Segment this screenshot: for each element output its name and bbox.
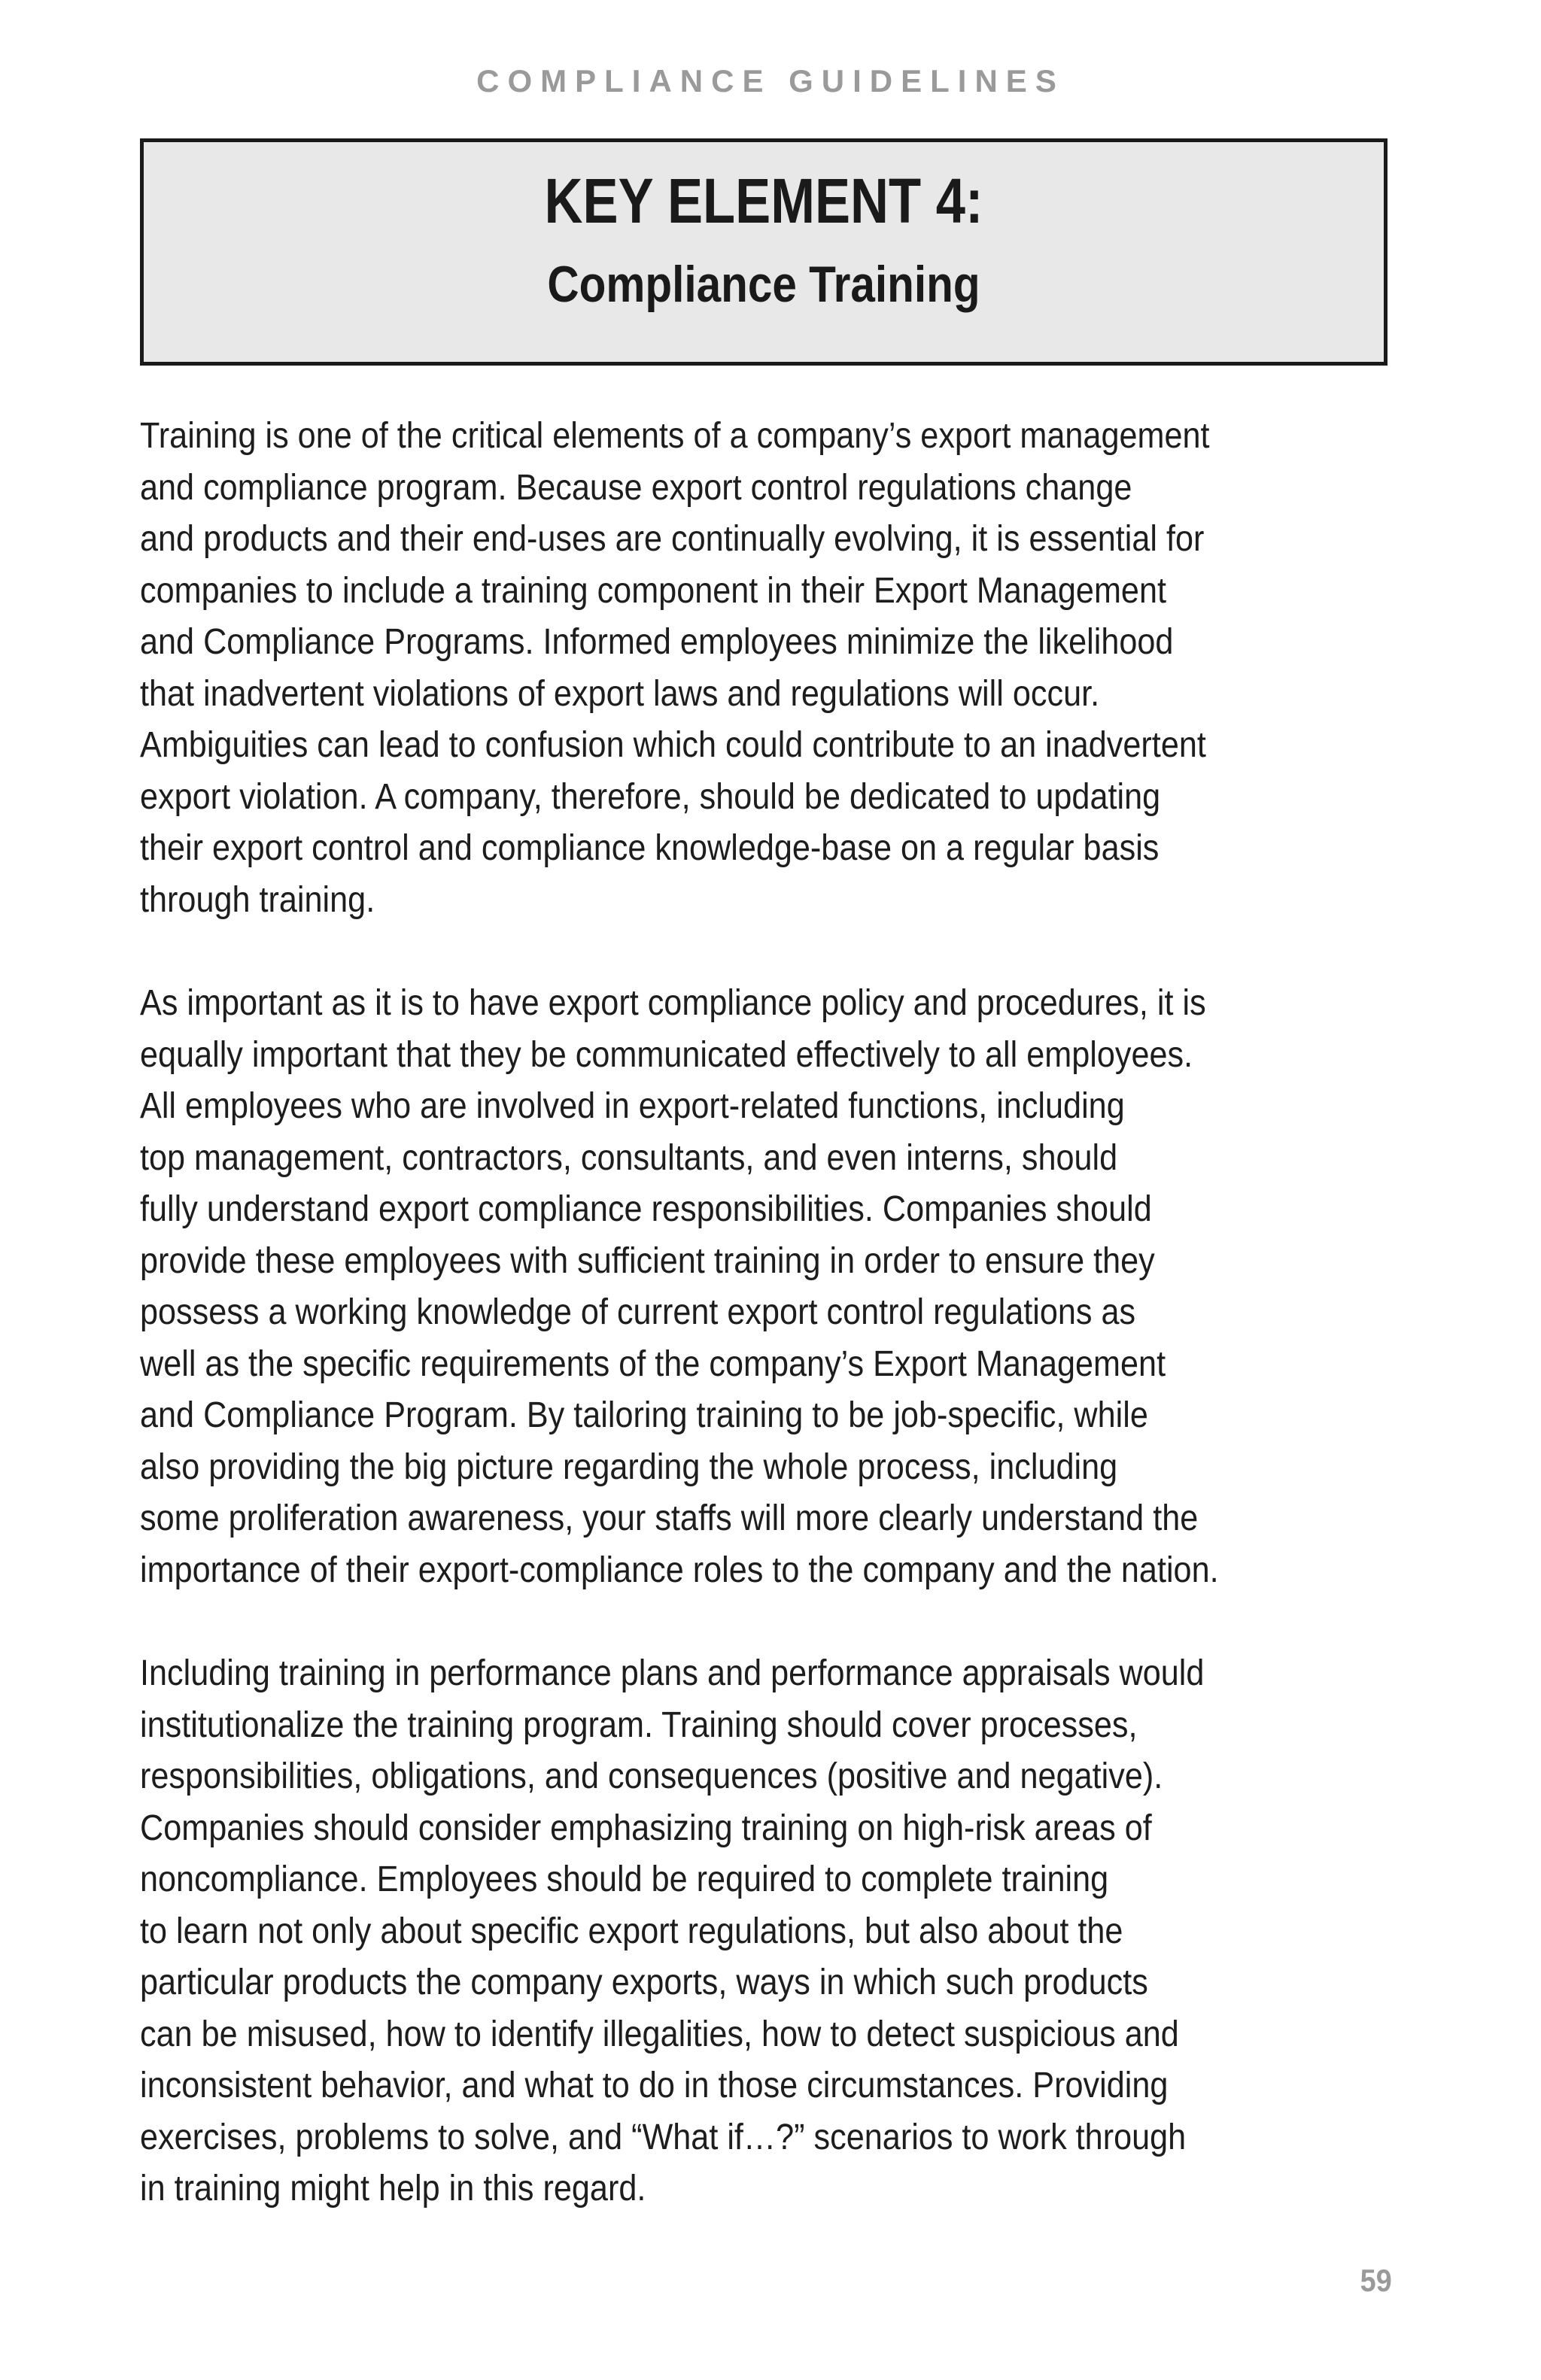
paragraph-line: to learn not only about specific export regulations, but also about the — [140, 1911, 1123, 1951]
paragraph-line: Including training in performance plans and performance appraisals would — [140, 1653, 1205, 1693]
paragraph-line: possess a working knowledge of current export control regulations as — [140, 1292, 1136, 1332]
paragraph-line: and Compliance Program. By tailoring training to be job-specific, while — [140, 1395, 1148, 1435]
paragraph-line: companies to include a training component in their Export Management — [140, 570, 1166, 611]
paragraph-line: noncompliance. Employees should be required to complete training — [140, 1859, 1109, 1899]
running-header: COMPLIANCE GUIDELINES — [476, 63, 1065, 99]
paragraph-line: inconsistent behavior, and what to do in those circumstances. Providing — [140, 2066, 1169, 2105]
paragraph-line: All employees who are involved in export-related functions, including — [140, 1086, 1125, 1126]
paragraph-line: particular products the company exports, ways in which such products — [140, 1963, 1148, 2002]
paragraph-line: fully understand export compliance responsibilities. Companies should — [140, 1189, 1152, 1229]
paragraph-line: equally important that they be communicated effectively to all employees. — [140, 1034, 1193, 1075]
paragraph-line: provide these employees with sufficient training in order to ensure they — [140, 1240, 1155, 1281]
paragraph-3 — [140, 1648, 1404, 2215]
paragraph-line: and compliance program. Because export control regulations change — [140, 467, 1132, 508]
key-element-heading: KEY ELEMENT 4: — [544, 165, 983, 236]
paragraph-line: also providing the big picture regarding the whole process, including — [140, 1447, 1118, 1487]
paragraph-line: importance of their export-compliance roles to the company and the nation. — [140, 1550, 1219, 1590]
paragraph-line: exercises, problems to solve, and “What if…?” scenarios to work through — [140, 2117, 1187, 2157]
paragraph-line: and products and their end-uses are continually evolving, it is essential for — [140, 519, 1205, 559]
paragraph-line: and Compliance Programs. Informed employees minimize the likelihood — [140, 622, 1174, 662]
paragraph-line: top management, contractors, consultants, and even interns, should — [140, 1137, 1118, 1178]
page-number: 59 — [1360, 2263, 1392, 2298]
title-box — [140, 138, 1388, 366]
paragraph-line: some proliferation awareness, your staffs will more clearly understand the — [140, 1498, 1199, 1538]
paragraph-line: in training might help in this regard. — [140, 2169, 646, 2208]
paragraph-line: that inadvertent violations of export laws and regulations will occur. — [140, 673, 1100, 714]
paragraph-line: As important as it is to have export compliance policy and procedures, it is — [140, 983, 1206, 1023]
key-element-subheading: Compliance Training — [547, 256, 980, 313]
paragraph-line: Companies should consider emphasizing training on high-risk areas of — [140, 1808, 1152, 1848]
paragraph-line: responsibilities, obligations, and consequences (positive and negative). — [140, 1756, 1163, 1796]
paragraph-1 — [140, 411, 1404, 926]
paragraph-line: export violation. A company, therefore, should be dedicated to updating — [140, 776, 1161, 817]
paragraph-line: Training is one of the critical elements of a company’s export management — [140, 416, 1210, 456]
paragraph-line: well as the specific requirements of the company’s Export Management — [140, 1343, 1166, 1384]
paragraph-2 — [140, 978, 1404, 1596]
paragraph-line: can be misused, how to identify illegalities, how to detect suspicious and — [140, 2014, 1179, 2054]
body-text — [140, 411, 1404, 2267]
paragraph-line: their export control and compliance knowledge-base on a regular basis — [140, 828, 1160, 868]
paragraph-line: Ambiguities can lead to confusion which could contribute to an inadvertent — [140, 725, 1206, 765]
paragraph-line: through training. — [140, 879, 375, 920]
paragraph-line: institutionalize the training program. Training should cover processes, — [140, 1705, 1138, 1745]
